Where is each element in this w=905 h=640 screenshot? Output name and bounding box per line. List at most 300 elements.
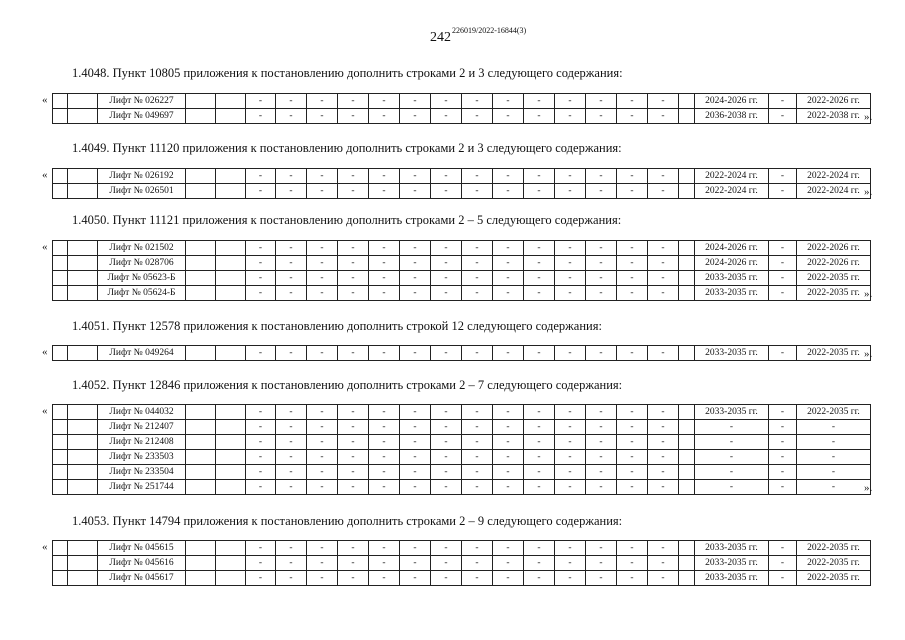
blank-cell (186, 571, 216, 586)
dash-cell: - (555, 184, 586, 199)
blank-cell (186, 169, 216, 184)
elevator-name: Лифт № 212408 (98, 435, 186, 450)
dash-cell: - (246, 94, 276, 109)
blank-cell (679, 465, 695, 480)
dash-cell: - (431, 271, 462, 286)
dash-cell: - (400, 109, 431, 124)
dash-cell: - (369, 271, 400, 286)
dash-cell: - (555, 571, 586, 586)
dash-cell: - (307, 256, 338, 271)
open-quote: « (42, 169, 48, 181)
dash-cell: - (462, 405, 493, 420)
elevator-name: Лифт № 044032 (98, 405, 186, 420)
dash-cell: - (586, 94, 617, 109)
dash-cell: - (462, 435, 493, 450)
dash-cell: - (555, 450, 586, 465)
dash-cell: - (586, 286, 617, 301)
table-row (53, 420, 871, 435)
dash-cell: - (493, 405, 524, 420)
dash-cell: - (400, 271, 431, 286)
blank-cell (68, 435, 98, 450)
elevator-table (52, 404, 871, 495)
work-period: 2022-2024 гг. (695, 169, 769, 184)
total-period: 2022-2035 гг. (797, 346, 871, 361)
blank-cell (68, 94, 98, 109)
section-heading: 1.4048. Пункт 10805 приложения к постановлению дополнить строками 2 и 3 следующего содержания: (72, 66, 623, 80)
dash-cell: - (586, 541, 617, 556)
dash-cell: - (338, 541, 369, 556)
elevator-name: Лифт № 233504 (98, 465, 186, 480)
dash-cell: - (369, 541, 400, 556)
dash-cell: - (338, 450, 369, 465)
dash-cell: - (769, 169, 797, 184)
dash-cell: - (586, 571, 617, 586)
blank-cell (186, 241, 216, 256)
dash-cell: - (246, 541, 276, 556)
work-period: 2022-2024 гг. (695, 184, 769, 199)
section-heading: 1.4050. Пункт 11121 приложения к постановлению дополнить строками 2 – 5 следующего содержания: (72, 213, 622, 227)
dash-cell: - (648, 184, 679, 199)
table-row (53, 184, 871, 199)
elevator-name: Лифт № 05624-Б (98, 286, 186, 301)
elevator-name: Лифт № 045616 (98, 556, 186, 571)
blank-cell (53, 271, 68, 286)
dash-cell: - (586, 465, 617, 480)
blank-cell (68, 450, 98, 465)
dash-cell: - (524, 541, 555, 556)
dash-cell: - (431, 556, 462, 571)
dash-cell: - (307, 286, 338, 301)
dash-cell: - (617, 256, 648, 271)
elevator-name: Лифт № 021502 (98, 241, 186, 256)
blank-cell (68, 405, 98, 420)
work-period: - (695, 465, 769, 480)
dash-cell: - (555, 480, 586, 495)
dash-cell: - (648, 346, 679, 361)
blank-cell (53, 571, 68, 586)
dash-cell: - (400, 169, 431, 184)
dash-cell: - (617, 556, 648, 571)
blank-cell (186, 109, 216, 124)
dash-cell: - (462, 256, 493, 271)
dash-cell: - (307, 435, 338, 450)
dash-cell: - (246, 286, 276, 301)
dash-cell: - (648, 571, 679, 586)
dash-cell: - (400, 435, 431, 450)
dash-cell: - (617, 184, 648, 199)
blank-cell (68, 169, 98, 184)
blank-cell (68, 346, 98, 361)
dash-cell: - (769, 184, 797, 199)
elevator-table (52, 540, 871, 586)
dash-cell: - (462, 94, 493, 109)
dash-cell: - (586, 271, 617, 286)
elevator-name: Лифт № 045617 (98, 571, 186, 586)
dash-cell: - (617, 480, 648, 495)
dash-cell: - (769, 480, 797, 495)
blank-cell (53, 346, 68, 361)
dash-cell: - (400, 480, 431, 495)
table-row (53, 109, 871, 124)
blank-cell (679, 541, 695, 556)
dash-cell: - (431, 435, 462, 450)
dash-cell: - (369, 480, 400, 495)
blank-cell (679, 271, 695, 286)
elevator-name: Лифт № 045615 (98, 541, 186, 556)
dash-cell: - (400, 184, 431, 199)
elevator-name: Лифт № 026501 (98, 184, 186, 199)
dash-cell: - (493, 286, 524, 301)
dash-cell: - (555, 346, 586, 361)
dash-cell: - (400, 94, 431, 109)
dash-cell: - (307, 271, 338, 286)
dash-cell: - (276, 241, 307, 256)
elevator-table (52, 345, 871, 361)
dash-cell: - (493, 271, 524, 286)
dash-cell: - (555, 256, 586, 271)
dash-cell: - (338, 271, 369, 286)
dash-cell: - (338, 420, 369, 435)
blank-cell (53, 241, 68, 256)
total-period: 2022-2035 гг. (797, 405, 871, 420)
blank-cell (53, 184, 68, 199)
dash-cell: - (769, 556, 797, 571)
blank-cell (68, 184, 98, 199)
dash-cell: - (769, 346, 797, 361)
blank-cell (216, 480, 246, 495)
dash-cell: - (617, 169, 648, 184)
dash-cell: - (617, 241, 648, 256)
blank-cell (186, 435, 216, 450)
dash-cell: - (338, 286, 369, 301)
blank-cell (186, 405, 216, 420)
dash-cell: - (586, 184, 617, 199)
close-quote: ». (864, 482, 873, 494)
dash-cell: - (462, 184, 493, 199)
work-period: 2033-2035 гг. (695, 556, 769, 571)
dash-cell: - (462, 420, 493, 435)
dash-cell: - (338, 556, 369, 571)
blank-cell (679, 435, 695, 450)
blank-cell (216, 435, 246, 450)
dash-cell: - (431, 480, 462, 495)
dash-cell: - (462, 465, 493, 480)
dash-cell: - (276, 346, 307, 361)
table-row (53, 571, 871, 586)
total-period: - (797, 480, 871, 495)
dash-cell: - (524, 465, 555, 480)
work-period: 2024-2026 гг. (695, 241, 769, 256)
dash-cell: - (524, 405, 555, 420)
dash-cell: - (648, 241, 679, 256)
blank-cell (216, 256, 246, 271)
dash-cell: - (369, 556, 400, 571)
dash-cell: - (462, 286, 493, 301)
dash-cell: - (400, 541, 431, 556)
dash-cell: - (369, 420, 400, 435)
blank-cell (68, 465, 98, 480)
total-period: 2022-2035 гг. (797, 541, 871, 556)
blank-cell (186, 256, 216, 271)
elevator-name: Лифт № 233503 (98, 450, 186, 465)
work-period: 2033-2035 гг. (695, 405, 769, 420)
dash-cell: - (246, 241, 276, 256)
dash-cell: - (276, 465, 307, 480)
dash-cell: - (617, 109, 648, 124)
dash-cell: - (493, 571, 524, 586)
total-period: - (797, 420, 871, 435)
dash-cell: - (431, 109, 462, 124)
dash-cell: - (338, 346, 369, 361)
blank-cell (186, 420, 216, 435)
dash-cell: - (307, 541, 338, 556)
dash-cell: - (431, 450, 462, 465)
dash-cell: - (493, 435, 524, 450)
dash-cell: - (276, 184, 307, 199)
dash-cell: - (462, 109, 493, 124)
dash-cell: - (276, 571, 307, 586)
total-period: 2022-2024 гг. (797, 184, 871, 199)
dash-cell: - (769, 420, 797, 435)
elevator-name: Лифт № 049264 (98, 346, 186, 361)
dash-cell: - (586, 420, 617, 435)
blank-cell (68, 420, 98, 435)
dash-cell: - (555, 109, 586, 124)
dash-cell: - (400, 256, 431, 271)
dash-cell: - (276, 480, 307, 495)
blank-cell (679, 480, 695, 495)
blank-cell (186, 184, 216, 199)
elevator-table (52, 168, 871, 199)
work-period: 2033-2035 гг. (695, 346, 769, 361)
dash-cell: - (276, 450, 307, 465)
total-period: 2022-2026 гг. (797, 94, 871, 109)
blank-cell (186, 541, 216, 556)
blank-cell (53, 109, 68, 124)
dash-cell: - (338, 256, 369, 271)
blank-cell (53, 169, 68, 184)
dash-cell: - (276, 94, 307, 109)
dash-cell: - (555, 94, 586, 109)
dash-cell: - (769, 405, 797, 420)
dash-cell: - (400, 465, 431, 480)
dash-cell: - (493, 420, 524, 435)
dash-cell: - (246, 346, 276, 361)
dash-cell: - (617, 271, 648, 286)
work-period: 2033-2035 гг. (695, 541, 769, 556)
dash-cell: - (369, 435, 400, 450)
dash-cell: - (524, 286, 555, 301)
dash-cell: - (493, 109, 524, 124)
dash-cell: - (493, 556, 524, 571)
dash-cell: - (246, 169, 276, 184)
elevator-name: Лифт № 028706 (98, 256, 186, 271)
dash-cell: - (338, 571, 369, 586)
section-heading: 1.4053. Пункт 14794 приложения к постановлению дополнить строками 2 – 9 следующего содержания: (72, 514, 623, 528)
dash-cell: - (246, 256, 276, 271)
dash-cell: - (555, 465, 586, 480)
table-row (53, 346, 871, 361)
blank-cell (53, 480, 68, 495)
blank-cell (216, 346, 246, 361)
dash-cell: - (648, 465, 679, 480)
dash-cell: - (431, 241, 462, 256)
dash-cell: - (493, 169, 524, 184)
dash-cell: - (524, 184, 555, 199)
dash-cell: - (617, 435, 648, 450)
dash-cell: - (493, 480, 524, 495)
work-period: 2033-2035 гг. (695, 286, 769, 301)
dash-cell: - (369, 94, 400, 109)
blank-cell (53, 465, 68, 480)
dash-cell: - (617, 405, 648, 420)
dash-cell: - (338, 169, 369, 184)
blank-cell (679, 184, 695, 199)
section-heading: 1.4049. Пункт 11120 приложения к постановлению дополнить строками 2 и 3 следующего содержания: (72, 141, 622, 155)
dash-cell: - (493, 450, 524, 465)
dash-cell: - (400, 346, 431, 361)
work-period: 2024-2026 гг. (695, 256, 769, 271)
table-row (53, 169, 871, 184)
dash-cell: - (462, 241, 493, 256)
total-period: 2022-2038 гг. (797, 109, 871, 124)
dash-cell: - (524, 271, 555, 286)
dash-cell: - (462, 571, 493, 586)
table-row (53, 271, 871, 286)
table-row (53, 405, 871, 420)
blank-cell (53, 405, 68, 420)
blank-cell (53, 556, 68, 571)
dash-cell: - (617, 420, 648, 435)
dash-cell: - (462, 271, 493, 286)
blank-cell (216, 556, 246, 571)
blank-cell (53, 286, 68, 301)
dash-cell: - (307, 571, 338, 586)
blank-cell (53, 435, 68, 450)
dash-cell: - (307, 241, 338, 256)
dash-cell: - (276, 556, 307, 571)
table-row (53, 241, 871, 256)
dash-cell: - (462, 450, 493, 465)
dash-cell: - (524, 346, 555, 361)
dash-cell: - (617, 465, 648, 480)
dash-cell: - (524, 420, 555, 435)
blank-cell (216, 184, 246, 199)
dash-cell: - (276, 109, 307, 124)
dash-cell: - (586, 346, 617, 361)
close-quote: ». (864, 288, 873, 300)
total-period: 2022-2035 гг. (797, 571, 871, 586)
dash-cell: - (307, 420, 338, 435)
elevator-name: Лифт № 251744 (98, 480, 186, 495)
dash-cell: - (369, 184, 400, 199)
dash-cell: - (769, 435, 797, 450)
dash-cell: - (524, 241, 555, 256)
work-period: - (695, 420, 769, 435)
blank-cell (186, 465, 216, 480)
elevator-table (52, 93, 871, 124)
table-row (53, 450, 871, 465)
blank-cell (679, 241, 695, 256)
blank-cell (53, 450, 68, 465)
dash-cell: - (307, 450, 338, 465)
dash-cell: - (369, 405, 400, 420)
blank-cell (68, 271, 98, 286)
dash-cell: - (246, 184, 276, 199)
dash-cell: - (617, 541, 648, 556)
dash-cell: - (648, 94, 679, 109)
work-period: 2033-2035 гг. (695, 271, 769, 286)
total-period: 2022-2026 гг. (797, 256, 871, 271)
dash-cell: - (769, 541, 797, 556)
blank-cell (53, 541, 68, 556)
dash-cell: - (431, 541, 462, 556)
total-period: - (797, 465, 871, 480)
dash-cell: - (338, 241, 369, 256)
dash-cell: - (400, 450, 431, 465)
open-quote: « (42, 94, 48, 106)
dash-cell: - (648, 286, 679, 301)
blank-cell (68, 109, 98, 124)
dash-cell: - (769, 94, 797, 109)
dash-cell: - (307, 94, 338, 109)
dash-cell: - (769, 241, 797, 256)
close-quote: ». (864, 186, 873, 198)
dash-cell: - (648, 450, 679, 465)
blank-cell (68, 571, 98, 586)
dash-cell: - (276, 271, 307, 286)
blank-cell (68, 556, 98, 571)
total-period: 2022-2024 гг. (797, 169, 871, 184)
dash-cell: - (648, 271, 679, 286)
blank-cell (216, 109, 246, 124)
work-period: 2036-2038 гг. (695, 109, 769, 124)
dash-cell: - (555, 286, 586, 301)
dash-cell: - (431, 169, 462, 184)
dash-cell: - (431, 465, 462, 480)
elevator-name: Лифт № 212407 (98, 420, 186, 435)
dash-cell: - (462, 169, 493, 184)
blank-cell (68, 286, 98, 301)
dash-cell: - (400, 571, 431, 586)
work-period: - (695, 450, 769, 465)
dash-cell: - (431, 571, 462, 586)
table-row (53, 541, 871, 556)
dash-cell: - (524, 94, 555, 109)
dash-cell: - (648, 420, 679, 435)
dash-cell: - (276, 256, 307, 271)
dash-cell: - (555, 241, 586, 256)
dash-cell: - (338, 405, 369, 420)
dash-cell: - (769, 271, 797, 286)
total-period: - (797, 435, 871, 450)
dash-cell: - (338, 109, 369, 124)
total-period: 2022-2035 гг. (797, 556, 871, 571)
dash-cell: - (769, 286, 797, 301)
blank-cell (679, 420, 695, 435)
dash-cell: - (555, 556, 586, 571)
table-row (53, 256, 871, 271)
dash-cell: - (338, 184, 369, 199)
dash-cell: - (769, 465, 797, 480)
dash-cell: - (276, 435, 307, 450)
dash-cell: - (617, 450, 648, 465)
section-heading: 1.4051. Пункт 12578 приложения к постановлению дополнить строкой 12 следующего содержания: (72, 319, 602, 333)
work-period: 2033-2035 гг. (695, 571, 769, 586)
total-period: 2022-2035 гг. (797, 271, 871, 286)
dash-cell: - (555, 420, 586, 435)
blank-cell (68, 541, 98, 556)
